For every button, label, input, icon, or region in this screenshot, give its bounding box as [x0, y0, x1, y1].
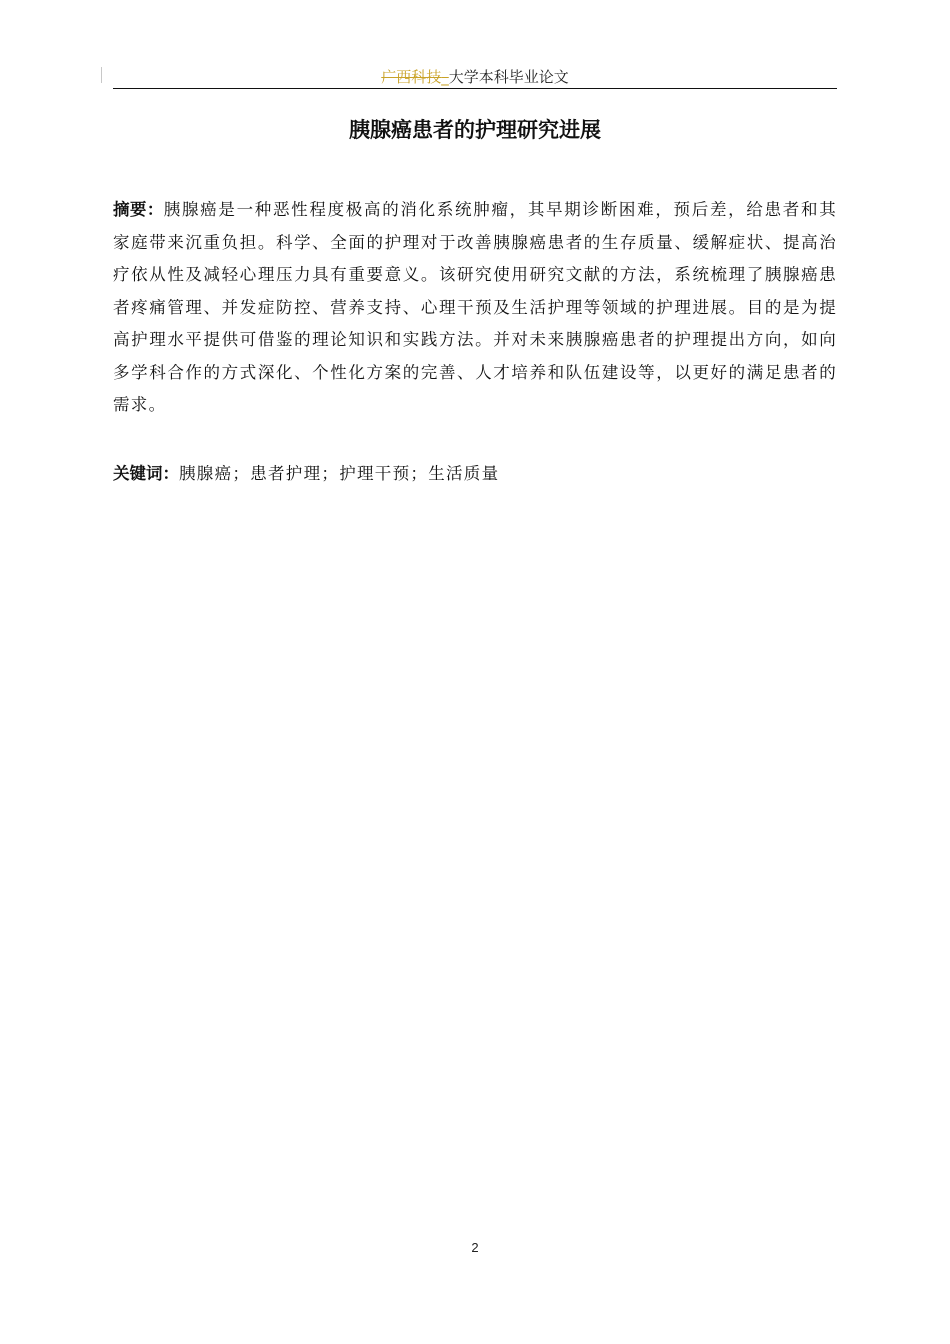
abstract-text: 胰腺癌是一种恶性程度极高的消化系统肿瘤，其早期诊断困难，预后差，给患者和其家庭带来沉重负担。科学、全面的护理对于改善胰腺癌患者的生存质量、缓解症状、提高治疗依从性及减轻心理压力具有重要意义。该研究使用研究文献的方法，系统梳理了胰腺癌患者疼痛管理、并发症防控、营养支持、心理干预及生活护理等领域的护理进展。目的是为提高护理水平提供可借鉴的理论知识和实践方法。并对未来胰腺癌患者的护理提出方向，如向多学科合作的方式深化、个性化方案的完善、人才培养和队伍建设等，以更好的满足患者的需求。 [113, 200, 838, 414]
keywords-label: 关键词： [113, 464, 179, 483]
header-university: 广西科技 [381, 68, 442, 86]
page-header [113, 66, 837, 88]
header-rule [113, 88, 837, 89]
margin-mark [101, 67, 102, 83]
page-title: 胰腺癌患者的护理研究进展 [349, 118, 601, 142]
header-subtitle: 大学本科毕业论文 [448, 68, 569, 86]
abstract-paragraph [113, 194, 837, 422]
keywords-paragraph [113, 458, 837, 490]
header-separator: _ [441, 68, 449, 86]
page-number: 2 [471, 1240, 479, 1255]
keywords-text: 胰腺癌；患者护理；护理干预；生活质量 [179, 464, 500, 483]
abstract-label: 摘要： [113, 200, 164, 219]
